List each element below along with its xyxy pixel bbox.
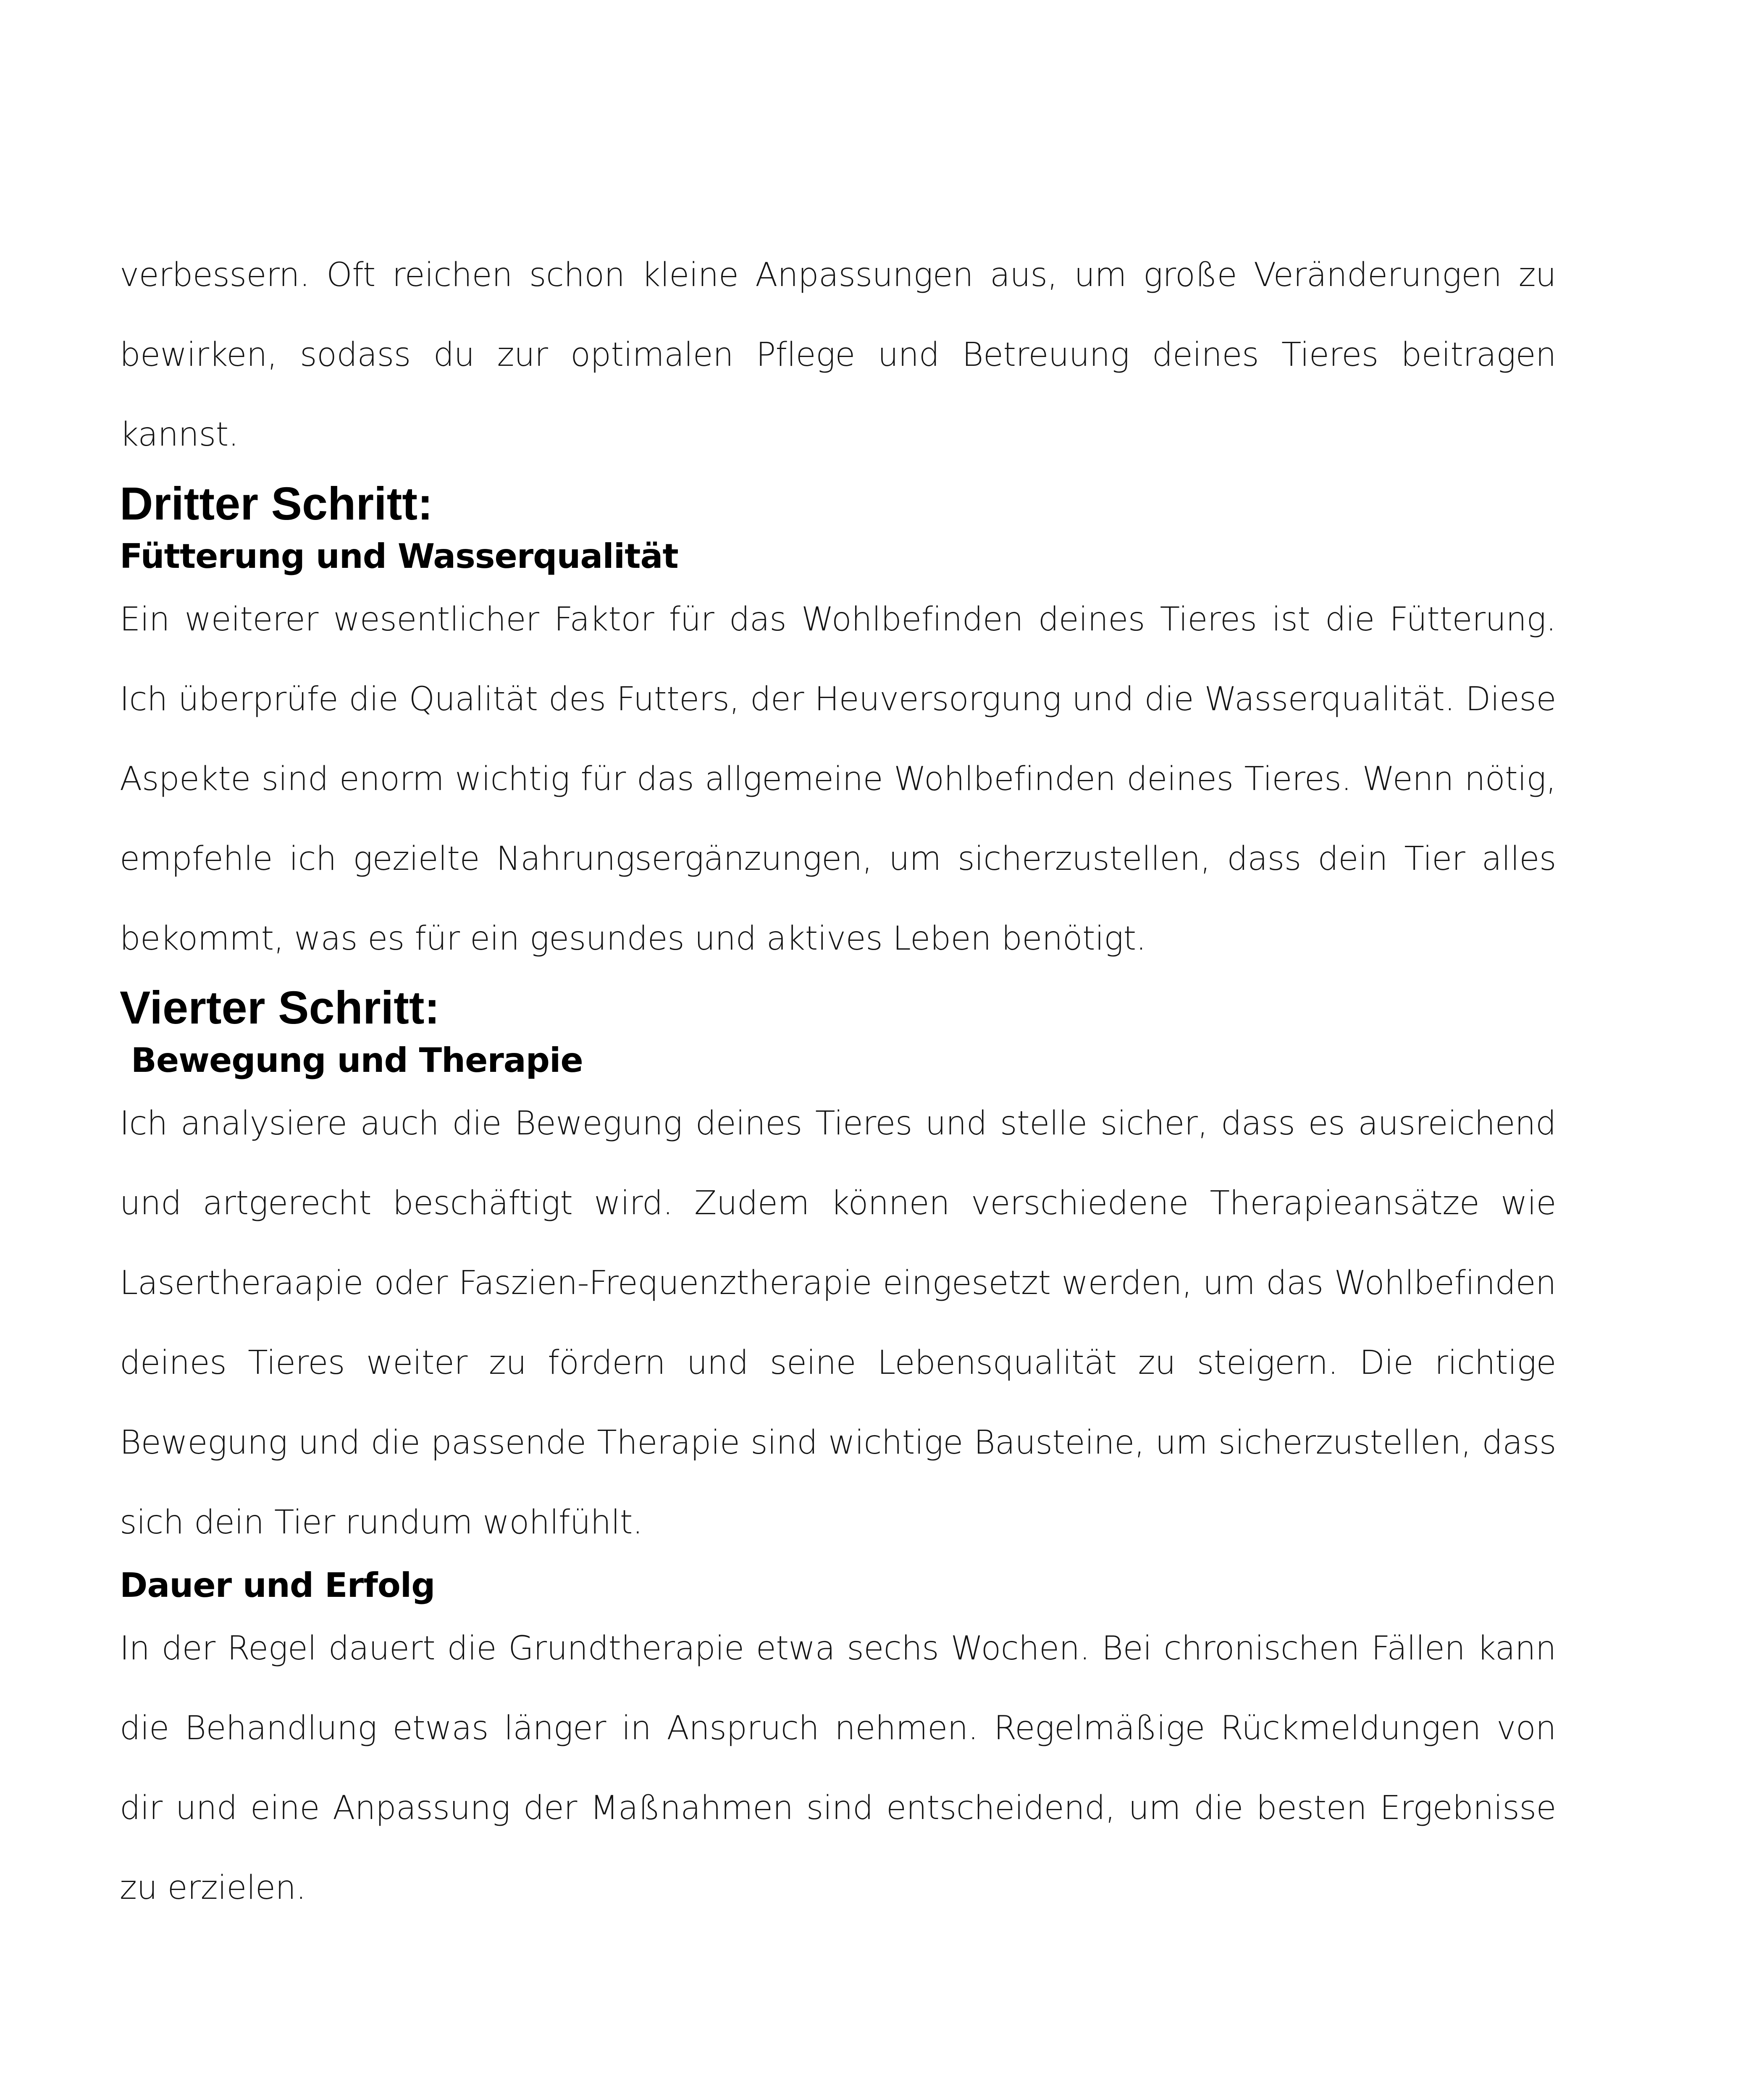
step4-heading: Vierter Schritt: bbox=[120, 982, 440, 1034]
intro-paragraph: verbessern. Oft reichen schon kleine Anpassungen aus, um große Veränderungen zu bewirken, sodass du zur optimalen Pflege und Betreuung deines Tieres beitragen kannst. bbox=[120, 256, 1556, 454]
step3-paragraph: Ein weiterer wesentlicher Faktor für das Wohlbefinden deines Tieres ist die Fütterung. Ich überprüfe die Qualität des Futters, der Heuversorgung und die Wasserqualität. Diese Aspekte sind enorm wichtig für das allgemeine Wohlbefinden deines Tieres. Wenn nötig, empfehle ich gezielte Nahrungsergänzungen, um sicherzustellen, dass dein Tier alles bekommt, was es für ein gesundes und aktives Leben benötigt. bbox=[120, 601, 1556, 958]
step4-paragraph: Ich analysiere auch die Bewegung deines Tieres und stelle sicher, dass es ausreichend und artgerecht beschäftigt wird. Zudem können verschiedene Therapieansätze wie Lasertheraapie oder Faszien-Frequenztherapie eingesetzt werden, um das Wohlbefinden deines Tieres weiter zu fördern und seine Lebensqualität zu steigern. Die richtige Bewegung und die passende Therapie sind wichtige Bausteine, um sicherzustellen, dass sich dein Tier rundum wohlfühlt. bbox=[120, 1105, 1556, 1541]
step3-subheading: Fütterung und Wasserqualität bbox=[120, 537, 678, 576]
duration-subheading: Dauer und Erfolg bbox=[120, 1566, 435, 1605]
step4-subheading: Bewegung und Therapie bbox=[120, 1041, 583, 1080]
step3-heading: Dritter Schritt: bbox=[120, 478, 433, 530]
page-content bbox=[120, 235, 1556, 1928]
duration-paragraph: In der Regel dauert die Grundtherapie etwa sechs Wochen. Bei chronischen Fällen kann die Behandlung etwas länger in Anspruch nehmen. Regelmäßige Rückmeldungen von dir und eine Anpassung der Maßnahmen sind entscheidend, um die besten Ergebnisse zu erzielen. bbox=[120, 1630, 1556, 1907]
